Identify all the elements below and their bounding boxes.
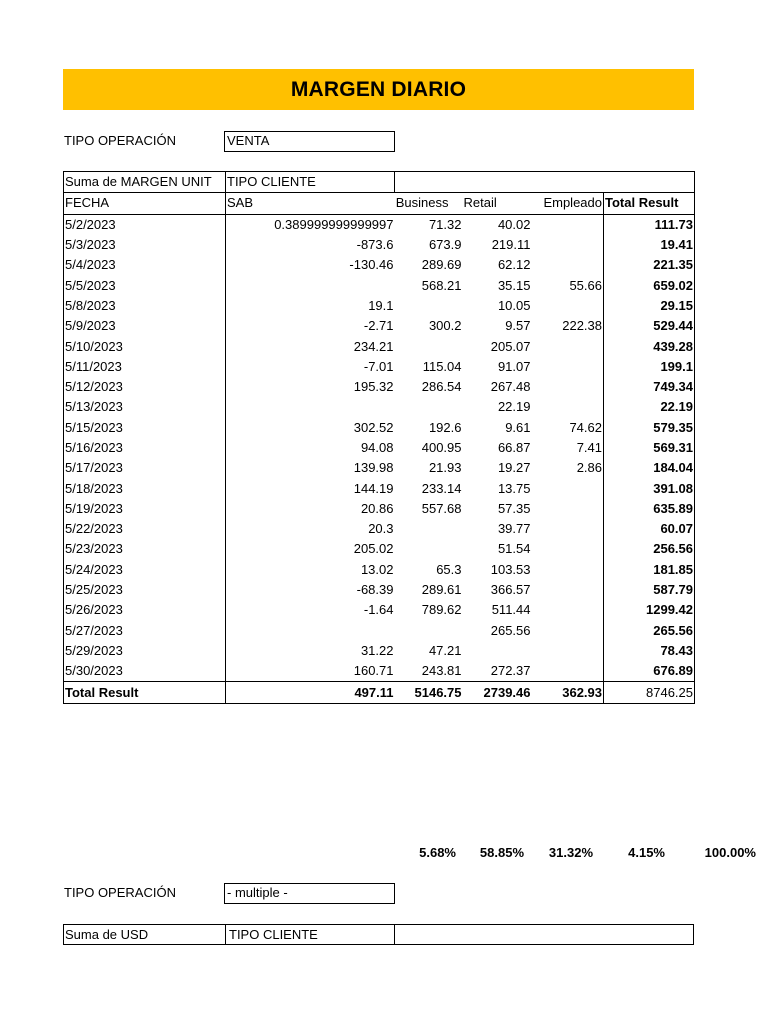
col-header-sab: SAB	[226, 193, 395, 214]
cell-fecha: 5/8/2023	[64, 296, 226, 316]
table-row	[64, 418, 695, 438]
cell-business: 673.9	[428, 237, 462, 253]
cell-empleado	[532, 235, 604, 255]
cell-business	[395, 519, 463, 539]
cell-total: 60.07	[660, 521, 693, 537]
table-row	[64, 641, 695, 661]
filter-select-tipo-operacion[interactable]: VENTA	[224, 131, 395, 152]
table-row	[64, 438, 695, 458]
table-row	[64, 560, 695, 580]
cell-fecha: 5/9/2023	[64, 316, 226, 336]
cell-total: 749.34	[653, 379, 693, 395]
cell-sab: -130.46	[349, 257, 394, 273]
cell-retail: 57.35	[497, 500, 531, 516]
usd-measure-label: Suma de USD	[65, 927, 149, 942]
table-row	[64, 539, 695, 559]
col-header-total: Total Result	[604, 193, 695, 214]
cell-sab: -7.01	[363, 358, 394, 374]
cell-fecha: 5/15/2023	[64, 418, 226, 438]
title-banner	[63, 69, 694, 110]
cell-retail: 267.48	[490, 379, 531, 395]
cell-sab: 234.21	[353, 338, 394, 354]
percentage-row	[63, 843, 756, 863]
cell-retail: 51.54	[497, 541, 531, 557]
cell-empleado: 74.62	[532, 418, 604, 438]
cell-total: 587.79	[653, 582, 693, 598]
table-row	[64, 235, 695, 255]
cell-total: 181.85	[653, 561, 693, 577]
cell-fecha: 5/4/2023	[64, 255, 226, 275]
cell-fecha: 5/22/2023	[64, 519, 226, 539]
cell-empleado	[532, 377, 604, 397]
cell-business	[395, 336, 463, 356]
cell-empleado: 222.38	[532, 316, 604, 336]
cell-retail: 62.12	[497, 257, 531, 273]
cell-total: 184.04	[653, 460, 693, 476]
cell-retail: 265.56	[490, 622, 531, 638]
cell-sab: 160.71	[353, 663, 394, 679]
cell-empleado: 7.41	[532, 438, 604, 458]
cell-fecha: 5/10/2023	[64, 336, 226, 356]
table-row	[64, 296, 695, 316]
cell-business	[395, 296, 463, 316]
total-grand: 8746.25	[604, 682, 695, 703]
cell-total: 569.31	[653, 440, 693, 455]
cell-sab: 13.02	[360, 561, 394, 577]
cell-business: 233.14	[421, 480, 462, 496]
usd-separator-2	[394, 925, 395, 944]
cell-retail: 22.19	[497, 399, 531, 415]
cell-sab: 139.98	[353, 460, 394, 476]
cell-total: 659.02	[653, 277, 693, 293]
cell-retail: 9.57	[505, 318, 531, 334]
cell-retail: 19.27	[497, 460, 531, 476]
cell-retail: 66.87	[497, 440, 531, 455]
cell-sab: -1.64	[363, 602, 394, 618]
table-row	[64, 458, 695, 478]
cell-empleado	[532, 478, 604, 498]
row-field-label[interactable]: FECHA	[64, 193, 226, 214]
cell-fecha: 5/17/2023	[64, 458, 226, 478]
cell-total: 29.15	[660, 297, 693, 313]
cell-retail: 40.02	[497, 216, 531, 232]
total-sab: 497.11	[226, 682, 395, 703]
cell-business	[395, 621, 463, 641]
pct-total: 100.00%	[704, 845, 756, 860]
cell-fecha: 5/18/2023	[64, 478, 226, 498]
total-result-row	[64, 682, 695, 703]
cell-sab	[226, 397, 395, 417]
cell-empleado	[532, 621, 604, 641]
cell-business: 289.61	[421, 582, 462, 598]
cell-sab: 19.1	[368, 297, 394, 313]
cell-sab: 144.19	[353, 480, 394, 496]
cell-empleado	[532, 600, 604, 620]
pct-business: 58.85%	[479, 845, 524, 860]
cell-fecha: 5/26/2023	[64, 600, 226, 620]
cell-total: 391.08	[653, 480, 693, 496]
cell-fecha: 5/29/2023	[64, 641, 226, 661]
cell-total: 265.56	[653, 622, 693, 638]
cell-retail: 511.44	[491, 602, 531, 618]
col-header-empleado: Empleado	[532, 193, 604, 214]
table-row	[64, 316, 695, 336]
table-row	[64, 621, 695, 641]
cell-total: 256.56	[653, 541, 693, 557]
cell-total: 439.28	[653, 338, 693, 354]
cell-business: 400.95	[421, 440, 462, 455]
cell-fecha: 5/23/2023	[64, 539, 226, 559]
table-row	[64, 336, 695, 356]
cell-business: 789.62	[421, 602, 462, 618]
cell-total: 579.35	[653, 419, 693, 435]
cell-business: 65.3	[436, 561, 462, 577]
filter2-label-tipo-operacion: TIPO OPERACIÓN	[64, 885, 176, 900]
cell-empleado	[532, 539, 604, 559]
cell-empleado	[532, 357, 604, 377]
cell-retail: 13.75	[497, 480, 531, 496]
cell-business: 286.54	[421, 379, 462, 395]
cell-fecha: 5/25/2023	[64, 580, 226, 600]
table-row	[64, 478, 695, 498]
cell-total: 22.19	[660, 399, 693, 415]
cell-total: 111.73	[654, 216, 693, 232]
table-row	[64, 397, 695, 417]
header-blank	[395, 172, 695, 193]
cell-empleado	[532, 580, 604, 600]
cell-empleado	[532, 519, 604, 539]
cell-fecha: 5/30/2023	[64, 661, 226, 682]
pivot-table-usd-header	[63, 924, 694, 945]
total-row-label: Total Result	[64, 682, 226, 703]
cell-empleado	[532, 560, 604, 580]
table-row	[64, 255, 695, 275]
cell-empleado: 2.86	[532, 458, 604, 478]
cell-business: 300.2	[428, 318, 462, 334]
cell-business: 21.93	[428, 460, 462, 476]
cell-retail: 272.37	[490, 663, 531, 679]
cell-total: 78.43	[660, 642, 693, 658]
table-row	[64, 661, 695, 682]
cell-total: 199.1	[660, 358, 693, 374]
cell-business: 568.21	[421, 277, 462, 293]
table-row	[64, 377, 695, 397]
cell-total: 676.89	[653, 663, 693, 679]
cell-fecha: 5/2/2023	[64, 214, 226, 235]
cell-retail	[463, 641, 532, 661]
cell-sab: -2.71	[363, 318, 394, 334]
cell-business: 243.81	[421, 663, 462, 679]
usd-column-field-label[interactable]: TIPO CLIENTE	[229, 927, 318, 942]
cell-sab: 205.02	[353, 541, 394, 557]
pivot-table-margen	[63, 171, 695, 704]
cell-fecha: 5/19/2023	[64, 499, 226, 519]
table-row	[64, 214, 695, 235]
col-header-business: Business	[395, 193, 463, 214]
column-field-label[interactable]: TIPO CLIENTE	[226, 172, 395, 193]
cell-empleado	[532, 336, 604, 356]
cell-sab: 20.86	[360, 500, 394, 516]
cell-fecha: 5/13/2023	[64, 397, 226, 417]
cell-sab: 195.32	[353, 379, 394, 395]
cell-total: 635.89	[653, 500, 693, 516]
cell-total: 529.44	[653, 318, 693, 334]
cell-empleado	[532, 499, 604, 519]
cell-sab	[226, 621, 395, 641]
measure-label: Suma de MARGEN UNIT	[64, 172, 226, 193]
cell-business: 557.68	[421, 500, 462, 516]
cell-total: 221.35	[653, 257, 693, 273]
cell-retail: 35.15	[497, 277, 531, 293]
cell-sab: 31.22	[360, 642, 394, 658]
usd-separator-1	[225, 925, 226, 944]
cell-sab: 20.3	[368, 521, 394, 537]
cell-empleado	[532, 255, 604, 275]
cell-fecha: 5/24/2023	[64, 560, 226, 580]
cell-business: 115.04	[422, 358, 462, 374]
cell-empleado	[532, 661, 604, 682]
pct-empleado: 4.15%	[628, 845, 665, 860]
cell-fecha: 5/27/2023	[64, 621, 226, 641]
cell-sab	[226, 275, 395, 295]
cell-fecha: 5/5/2023	[64, 275, 226, 295]
cell-total: 19.41	[660, 237, 693, 253]
table-row	[64, 499, 695, 519]
pivot-column-header-row	[64, 193, 695, 214]
cell-business	[395, 397, 463, 417]
cell-empleado	[532, 641, 604, 661]
pivot-header-row	[64, 172, 695, 193]
cell-retail: 91.07	[497, 358, 531, 374]
table-row	[64, 357, 695, 377]
cell-business: 192.6	[428, 419, 462, 435]
cell-business	[395, 539, 463, 559]
cell-business: 71.32	[428, 216, 462, 232]
cell-fecha: 5/3/2023	[64, 235, 226, 255]
cell-fecha: 5/12/2023	[64, 377, 226, 397]
table-row	[64, 275, 695, 295]
pct-retail: 31.32%	[548, 845, 593, 860]
col-header-retail: Retail	[463, 193, 532, 214]
cell-retail: 205.07	[490, 338, 531, 354]
total-business: 5146.75	[395, 682, 463, 703]
total-empleado: 362.93	[532, 682, 604, 703]
cell-sab: -68.39	[356, 582, 394, 598]
page-title: MARGEN DIARIO	[290, 77, 467, 101]
cell-retail: 10.05	[497, 297, 531, 313]
cell-fecha: 5/11/2023	[64, 357, 226, 377]
cell-business: 289.69	[421, 257, 462, 273]
cell-sab: -873.6	[356, 237, 394, 253]
cell-retail: 9.61	[505, 419, 531, 435]
table-row	[64, 600, 695, 620]
cell-business: 47.21	[428, 642, 462, 658]
cell-retail: 366.57	[490, 582, 531, 598]
cell-retail: 103.53	[490, 561, 531, 577]
pct-sab: 5.68%	[419, 845, 456, 860]
cell-empleado	[532, 214, 604, 235]
filter-label-tipo-operacion: TIPO OPERACIÓN	[64, 133, 176, 148]
cell-fecha: 5/16/2023	[64, 438, 226, 458]
cell-empleado: 55.66	[532, 275, 604, 295]
table-row	[64, 519, 695, 539]
filter2-select-tipo-operacion[interactable]: - multiple -	[224, 883, 395, 904]
cell-sab: 94.08	[360, 440, 394, 455]
cell-retail: 219.11	[491, 237, 531, 253]
cell-retail: 39.77	[497, 521, 531, 537]
cell-empleado	[532, 296, 604, 316]
cell-sab: 0.389999999999997	[274, 216, 394, 232]
cell-total: 1299.42	[646, 602, 693, 618]
table-row	[64, 580, 695, 600]
cell-sab: 302.52	[353, 419, 394, 435]
total-retail: 2739.46	[463, 682, 532, 703]
cell-empleado	[532, 397, 604, 417]
